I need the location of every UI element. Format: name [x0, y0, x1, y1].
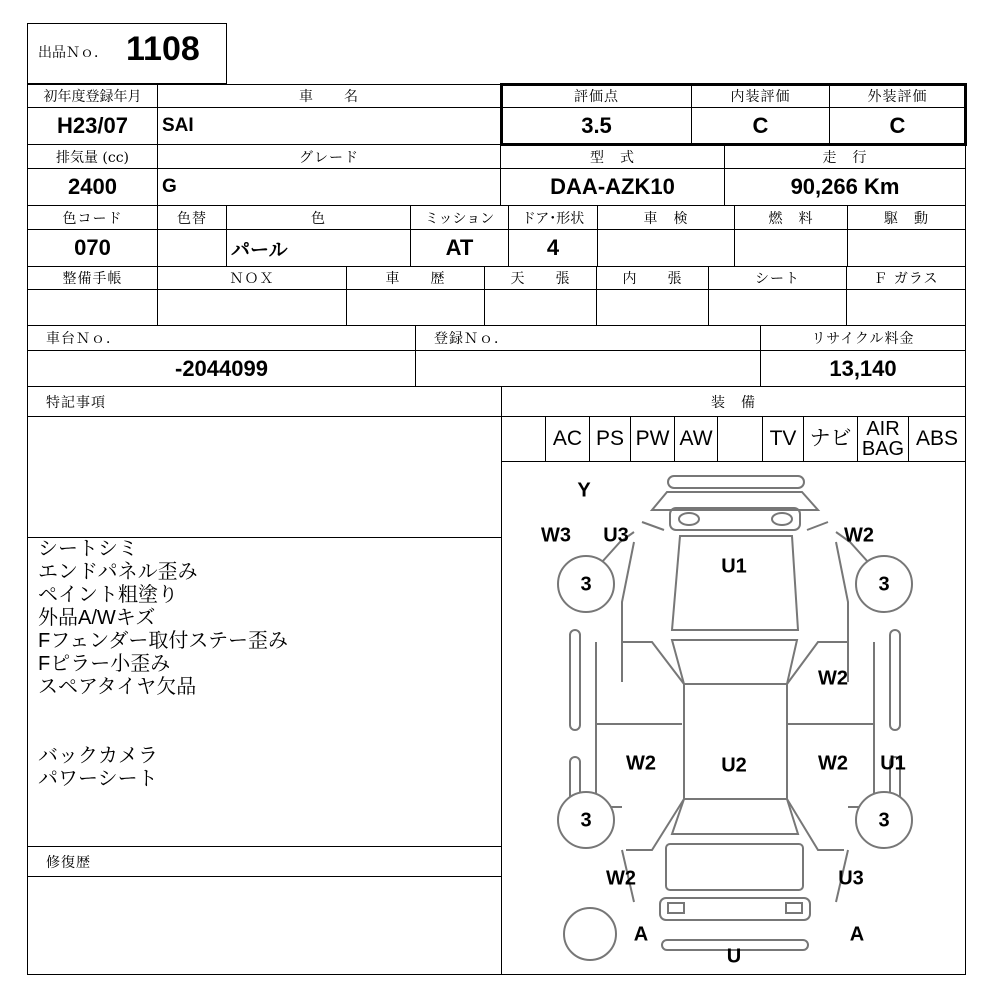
equipment-airbag: AIR BAG [861, 418, 905, 460]
exterior-grade-label: 外装評価 [867, 89, 928, 105]
mark-w2-right-front-door: W2 [818, 667, 848, 690]
mark-wheel-front-right: 3 [878, 573, 890, 596]
equipment-ac: AC [552, 427, 583, 450]
mark-w2-front-right: W2 [844, 524, 874, 547]
note-line: Fピラー小歪み [38, 653, 171, 675]
notes-list [38, 538, 498, 844]
note-line: 外品A/Wキズ [38, 607, 156, 629]
repaint-value [158, 230, 226, 266]
car-name-label: 車 名 [299, 89, 359, 105]
windshield-label: Ｆ ガラス [873, 271, 939, 287]
exterior-grade-value: C [889, 113, 906, 138]
mark-w3: W3 [541, 524, 571, 547]
mileage-value: 90,266 Km [790, 174, 900, 199]
seat-label: シート [755, 271, 800, 287]
grade-label: グレード [299, 149, 359, 166]
displacement-label: 排気量 (cc) [55, 149, 130, 166]
color-code-value: 070 [74, 235, 111, 260]
score-label: 評価点 [574, 89, 619, 105]
equipment-abs: ABS [915, 427, 959, 450]
equipment-label: 装 備 [711, 394, 756, 411]
drive-label: 駆 動 [884, 210, 929, 227]
repair-history-label: 修復歴 [46, 854, 91, 871]
mark-w2-left: W2 [626, 752, 656, 775]
color-value: パール [231, 239, 288, 261]
mark-u3-rear-right: U3 [838, 867, 864, 890]
note-line: バックカメラ [38, 745, 158, 767]
car-name-value: SAI [162, 115, 194, 136]
color-label: 色 [311, 210, 326, 227]
mark-a-left: A [633, 923, 649, 946]
equipment-pw: PW [635, 427, 670, 450]
chassis-number-value: -2044099 [175, 355, 268, 381]
mark-a-right: A [849, 923, 865, 946]
note-line: Fフェンダー取付ステー歪み [38, 630, 289, 652]
drive-value [848, 230, 965, 266]
interior-trim-label: 内 張 [622, 271, 683, 287]
note-line: エンドパネル歪み [38, 561, 198, 583]
mileage-label: 走 行 [822, 149, 868, 166]
recycle-fee-value: 13,140 [829, 355, 897, 381]
repaint-label: 色替 [177, 210, 207, 227]
mark-wheel-front-left: 3 [580, 573, 592, 596]
mark-w2-right: W2 [818, 752, 848, 775]
maintenance-book-label: 整備手帳 [62, 271, 123, 287]
first-registration-value: H23/07 [57, 113, 128, 138]
equipment-navi: ナビ [809, 427, 852, 450]
first-registration-label: 初年度登録年月 [43, 89, 142, 105]
transmission-value: AT [445, 235, 474, 260]
mark-wheel-rear-left: 3 [580, 809, 592, 832]
mark-u-rear: U [726, 945, 742, 968]
interior-grade-value: C [752, 113, 769, 138]
car-damage-diagram [502, 462, 966, 974]
mark-u1-right: U1 [880, 752, 906, 775]
mark-u2-roof: U2 [721, 754, 747, 777]
interior-grade-label: 内装評価 [730, 89, 791, 105]
equipment-aw: AW [679, 427, 713, 450]
equipment-item [502, 417, 545, 461]
notes-label: 特記事項 [46, 394, 106, 411]
note-line: スペアタイヤ欠品 [38, 676, 197, 698]
mark-w2-rear-left: W2 [606, 867, 636, 890]
color-code-label: 色コード [62, 210, 123, 227]
door-shape-value: 4 [546, 235, 560, 260]
note-line: シートシミ [38, 538, 138, 560]
inspection-label: 車 検 [643, 210, 689, 227]
mark-y: Y [577, 479, 591, 502]
transmission-label: ミッション [424, 210, 495, 227]
door-shape-label: ドア･形状 [521, 210, 585, 227]
mark-wheel-rear-right: 3 [878, 809, 890, 832]
inspection-value [598, 230, 734, 266]
displacement-value: 2400 [68, 174, 117, 199]
equipment-item [718, 417, 762, 461]
model-code-value: DAA-AZK10 [550, 174, 675, 199]
equipment-tv: TV [769, 427, 797, 450]
note-line: パワーシート [38, 768, 158, 790]
grade-value: G [162, 176, 177, 197]
vehicle-history-label: 車 歴 [385, 271, 446, 287]
mark-u3-front-left: U3 [603, 524, 629, 547]
fuel-label: 燃 料 [768, 210, 814, 227]
mark-u1-hood: U1 [721, 555, 747, 578]
lot-label: 出品Ｎｏ． [38, 45, 108, 61]
score-value: 3.5 [581, 113, 612, 138]
lot-number: 1108 [126, 30, 200, 68]
fuel-value [735, 230, 847, 266]
chassis-number-label: 車台Ｎｏ． [46, 331, 121, 347]
headliner-label: 天 張 [510, 271, 571, 287]
model-code-label: 型 式 [590, 149, 635, 166]
note-line: ペイント粗塗り [38, 584, 178, 606]
recycle-fee-label: リサイクル料金 [811, 331, 915, 347]
equipment-ps: PS [595, 427, 624, 450]
registration-number-value [416, 351, 760, 386]
note-line [38, 699, 498, 722]
note-line [38, 722, 498, 745]
nox-label: ＮＯＸ [229, 271, 275, 287]
registration-number-label: 登録Ｎｏ． [434, 331, 509, 347]
